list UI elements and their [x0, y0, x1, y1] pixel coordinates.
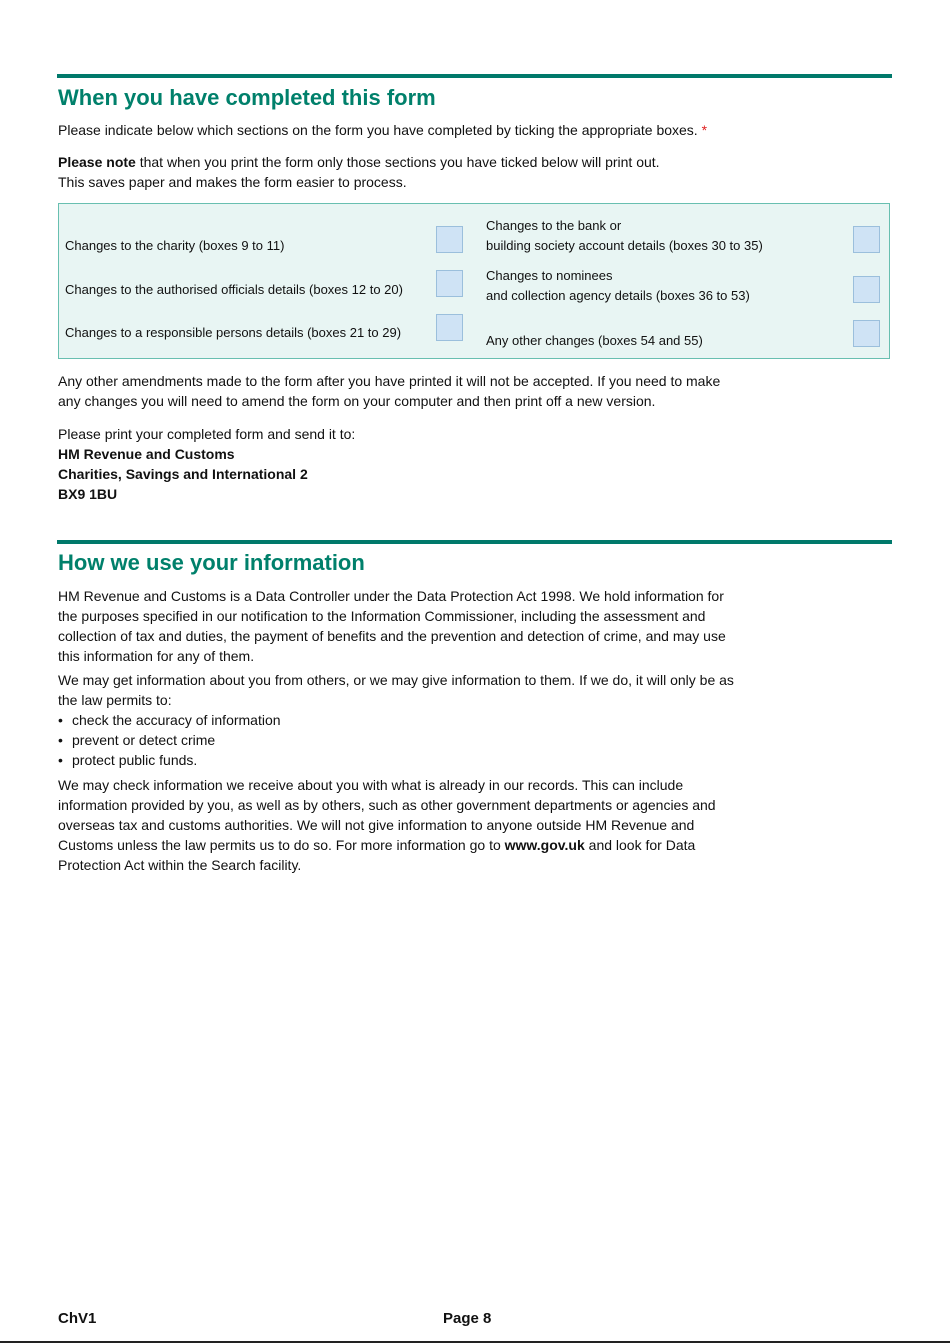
- info-paragraph-3: We may check information we receive about you with what is already in our records. This can include information provided by you, as well as by others, such as other government departments or agencies and overseas tax and customs authorities. We will not give information to anyone outside HM Revenue and Customs unless the law permits us to do so. For more information go to www.gov.uk and look for Data Protection Act within the Search facility.: [58, 777, 716, 873]
- checkbox-charity[interactable]: [436, 226, 463, 253]
- address-line-2: Charities, Savings and International 2: [58, 466, 308, 482]
- note-bold: Please note: [58, 154, 136, 170]
- print-note: [58, 152, 660, 192]
- page-bottom-border: [0, 1341, 950, 1343]
- intro-text: [58, 120, 707, 140]
- checkbox-authorised-officials[interactable]: [436, 270, 463, 297]
- send-intro: Please print your completed form and send it to:: [58, 426, 356, 442]
- list-item: • check the accuracy of information: [58, 710, 734, 730]
- gov-uk-link[interactable]: www.gov.uk: [504, 837, 585, 853]
- note-line2: This saves paper and makes the form easier to process.: [58, 174, 407, 190]
- note-rest: that when you print the form only those sections you have ticked below will print out.: [135, 154, 660, 170]
- info-paragraph-2: We may get information about you from others, or we may give information to them. If we do, it will only be as the law permits to: • check the accuracy of information • prevent or detect crime • protect public funds.: [58, 670, 734, 770]
- address-line-1: HM Revenue and Customs: [58, 446, 235, 462]
- address-line-3: BX9 1BU: [58, 486, 118, 502]
- checkbox-bank-details[interactable]: [853, 226, 880, 253]
- option-label-bank-details: Changes to the bank or building society account details (boxes 30 to 35): [486, 218, 763, 253]
- option-label-authorised-officials: Changes to the authorised officials details (boxes 12 to 20): [65, 282, 403, 297]
- list-item: • prevent or detect crime: [58, 730, 734, 750]
- page-number: Page 8: [443, 1310, 492, 1327]
- section-title-info: How we use your information: [58, 550, 365, 575]
- intro-sentence: Please indicate below which sections on the form you have completed by ticking the appropriate boxes.: [58, 122, 698, 138]
- option-label-nominees: Changes to nominees and collection agency details (boxes 36 to 53): [486, 268, 750, 303]
- checkbox-other-changes[interactable]: [853, 320, 880, 347]
- section-title-completed: When you have completed this form: [58, 85, 436, 110]
- list-item: • protect public funds.: [58, 750, 734, 770]
- send-to-text: [58, 424, 355, 504]
- checkbox-nominees[interactable]: [853, 276, 880, 303]
- option-label-other-changes: Any other changes (boxes 54 and 55): [486, 333, 703, 348]
- required-mark: *: [701, 122, 708, 138]
- section-rule-completed: [57, 74, 892, 78]
- amendments-text: Any other amendments made to the form after you have printed it will not be accepted. If you need to make any changes you will need to amend the form on your computer and then print off a new version.: [58, 373, 721, 409]
- sections-checklist-panel: [58, 203, 890, 359]
- option-label-responsible-persons: Changes to a responsible persons details (boxes 21 to 29): [65, 325, 402, 340]
- option-label-charity: Changes to the charity (boxes 9 to 11): [65, 238, 285, 253]
- info-paragraph-1: HM Revenue and Customs is a Data Controller under the Data Protection Act 1998. We hold information for the purposes specified in our notification to the Information Commissioner, including the assessment and collection of tax and duties, the payment of benefits and the prevention and detection of crime, and may use this information for any of them.: [58, 588, 726, 664]
- permitted-uses-list: [58, 710, 734, 770]
- checkbox-responsible-persons[interactable]: [436, 314, 463, 341]
- section-rule-info: [57, 540, 892, 544]
- form-code: ChV1: [58, 1310, 97, 1327]
